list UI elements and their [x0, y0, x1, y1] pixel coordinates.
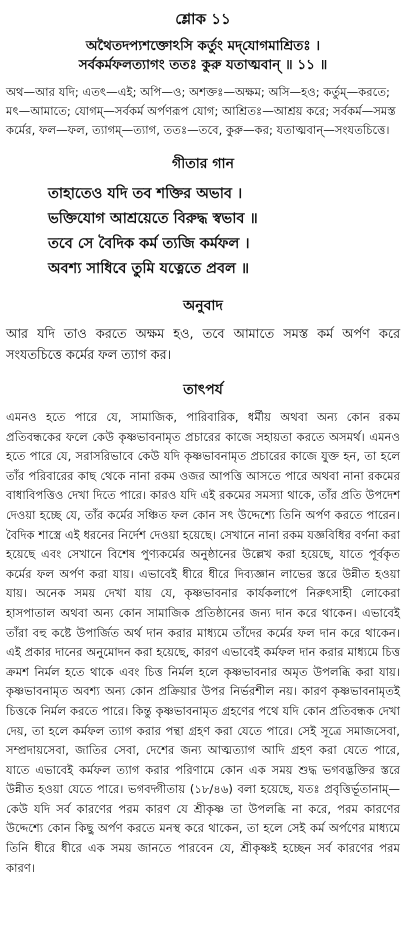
verse-title: শ্লোক ১১	[175, 10, 231, 28]
word-synonyms: অথ—আর যদি; এতৎ—এই; অপি—ও; অশক্তঃ—অক্ষম; অসি—হও; কর্তুম্—করতে; মৎ—আমাতে; যোগম্—সর্বকর্ম অর্পণরূপ যোগ; আশ্রিতঃ—আশ্রয় করে; সর্বকর্ম—সমস্ত কর্মের, ফল—ফল, ত্যাগম্—ত্যাগ, ততঃ—তবে, কুরু—কর; যতাত্মবান্—সংযতচিত্তে।	[6, 85, 396, 137]
purport-text: এমনও হতে পারে যে, সামাজিক, পারিবারিক, ধর্মীয় অথবা অন্য কোন রকম প্রতিবন্ধকের ফলে কেউ কৃষ্ণভাবনামৃত প্রচারের কাজে সহায়তা করতে অসমর্থ। এমনও হতে পারে যে, সরাসরিভাবে কেউ যদি কৃষ্ণভাবনামৃত প্রচারের কাজে যুক্ত হন, তা হলে তাঁর পরিবারের কাছ থেকে নানা রকম ওজর আপত্তি আসতে পারে অথবা নানা রকমের বাধাবিপত্তিও দেখা দিতে পারে। কারও যদি এই রকমের সমস্যা থাকে, তাঁর প্রতি উপদেশ দেওয়া হচ্ছে যে, তাঁর কর্মের সঞ্চিত ফল কোন সৎ উদ্দেশ্যে তিনি অর্পণ করতে পারেন। বৈদিক শাস্ত্রে এই ধরনের নির্দেশ দেওয়া হয়েছে। সেখানে নানা রকম যজ্ঞবিধির বর্ণনা করা হয়েছে এবং সেখানে বিশেষ পুণ্যকর্মের অনুষ্ঠানের উল্লেখ করা হয়েছে, যাতে পূর্বকৃত কর্মের ফল অর্পণ করা যায়। এভাবেই ধীরে ধীরে দিব্যজ্ঞান লাভের স্তরে উন্নীত হওয়া যায়। অনেক সময় দেখা যায় যে, কৃষ্ণভাবনার কার্যকলাপে নিরুৎসাহী লোকেরা হাসপাতাল অথবা অন্য কোন সামাজিক প্রতিষ্ঠানের জন্য দান করে থাকেন। এভাবেই তাঁরা বহু কষ্টে উপার্জিত অর্থ দান করার মাধ্যমে তাঁদের কর্মের ফল দান করে থাকেন। এই প্রকার দানের অনুমোদন করা হয়েছে, কারণ এভাবেই কর্মফল দান করার মাধ্যমে চিত্ত ক্রমশ নির্মল হতে থাকে এবং চিত্ত নির্মল হলে কৃষ্ণভাবনার অমৃত উপলব্ধি করা যায়। কৃষ্ণভাবনামৃত অবশ্য অন্য কোন প্রক্রিয়ার উপর নির্ভরশীল নয়। কারণ কৃষ্ণভাবনামৃতই চিত্তকে নির্মল করতে পারে। কিন্তু কৃষ্ণভাবনামৃত গ্রহণের পথে যদি কোন প্রতিবন্ধক দেখা দেয়, তা হলে কর্মফল ত্যাগ করার পন্থা গ্রহণ করা যেতে পারে। সেই সূত্রে সমাজসেবা, সম্প্রদায়সেবা, জাতির সেবা, দেশের জন্য আত্মত্যাগ আদি গ্রহণ করা যেতে পারে, যাতে এভাবেই কর্মফল ত্যাগ করার পরিণামে কোন এক সময় শুদ্ধ ভগবদ্ভক্তির স্তরে উন্নীত হওয়া যেতে পারে। ভগবদ্গীতায় (১৮/৪৬) বলা হয়েছে, যতঃ প্রবৃত্তির্ভূতানাম্—কেউ যদি সর্ব কারণের পরম কারণ যে শ্রীকৃষ্ণ তা উপলব্ধি না করে, পরম কারণের উদ্দেশ্যে কোন কিছু অর্পণ করতে মনস্থ করে থাকেন, তা হলে সেই কর্ম অর্পণের মাধ্যমে তিনি ধীরে ধীরে এক সময় জানতে পারবেন যে, শ্রীকৃষ্ণই হচ্ছেন সর্ব কারণের পরম কারণ।	[6, 410, 400, 875]
song-heading: গীতার গান	[172, 156, 234, 172]
song-verse	[6, 182, 400, 282]
purport-heading: তাৎপর্য	[183, 382, 223, 398]
song-line-1: তাহাতেও যদি তব শক্তির অভাব ।	[48, 186, 243, 202]
song-line-4: অবশ্য সাধিবে তুমি যত্নেতে প্রবল ॥	[48, 261, 250, 277]
song-line-2: ভক্তিযোগ আশ্রয়েতে বিরুদ্ধ স্বভাব ॥	[48, 211, 258, 227]
translation-text: আর যদি তাও করতে অক্ষম হও, তবে আমাতে সমস্ত কর্ম অর্পণ করে সংযতচিত্তে কর্মের ফল ত্যাগ কর।	[6, 327, 400, 363]
translation-heading: অনুবাদ	[183, 298, 223, 314]
sanskrit-line-2: সর্বকর্মফলত্যাগং ততঃ কুরু যতাত্মবান্‌ ॥ ১১ ॥	[78, 57, 328, 73]
sanskrit-line-1: অথৈতদপ্যশক্তোঽসি কর্তুং মদ্‌যোগমাশ্রিতঃ ।	[85, 38, 321, 54]
sanskrit-verse	[6, 37, 400, 75]
song-line-3: তবে সে বৈদিক কর্ম ত্যজি কর্মফল ।	[48, 236, 250, 252]
